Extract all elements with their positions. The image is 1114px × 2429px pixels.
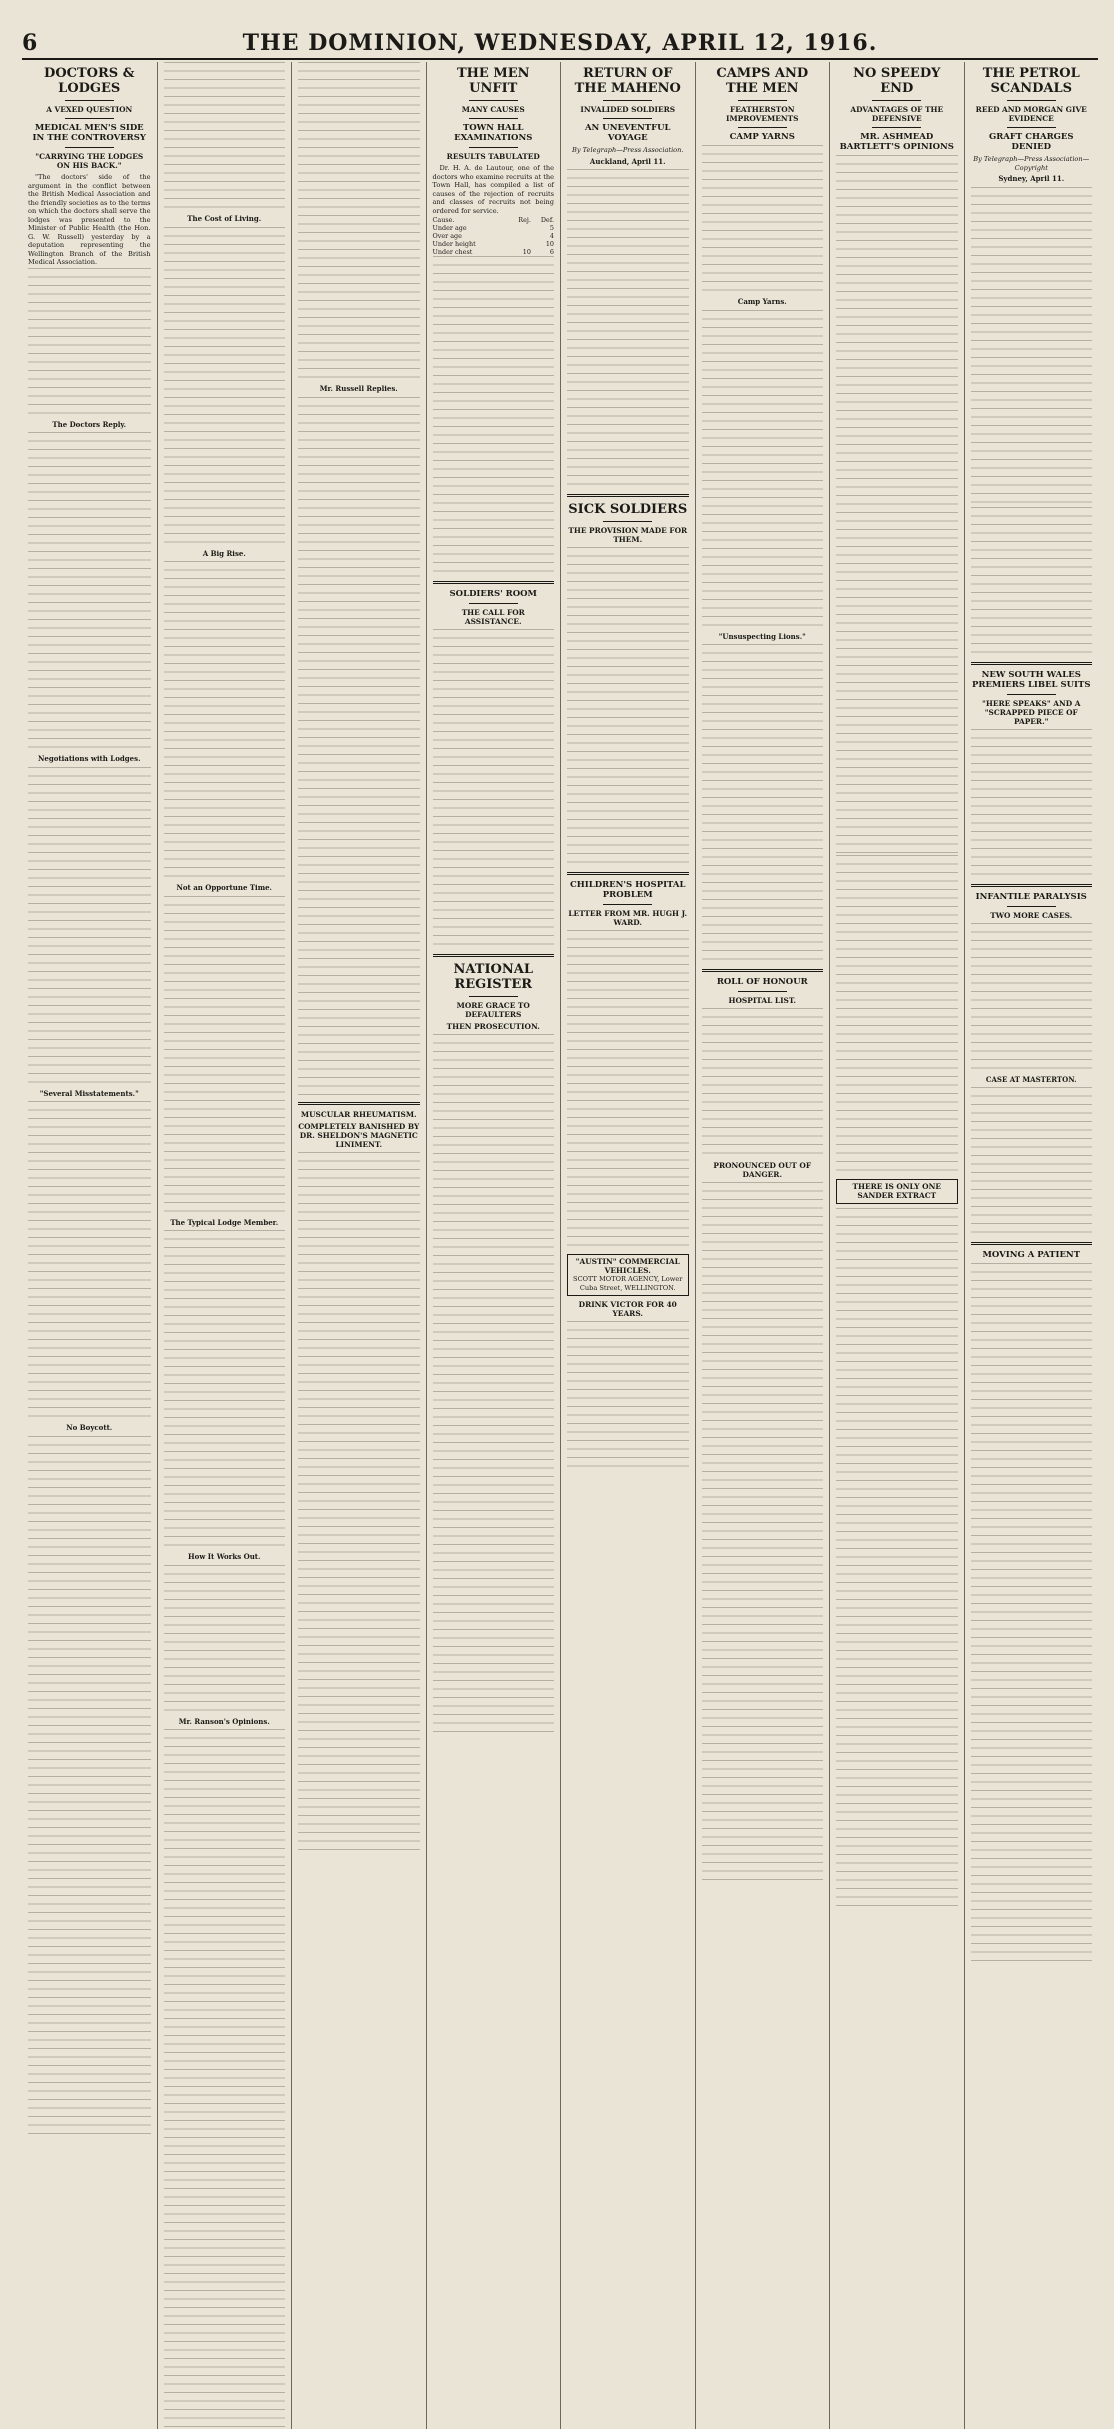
- headline-maheno: RETURN OF THE MAHENO: [574, 66, 681, 96]
- sander-ad-title: THERE IS ONLY ONE: [852, 1182, 941, 1191]
- body-text: [971, 923, 1093, 1073]
- body-text: [567, 1321, 689, 1471]
- deck-invalided: INVALIDED SOLDIERS: [580, 105, 676, 114]
- body-text: [164, 62, 286, 212]
- body-text: [28, 767, 151, 1087]
- subhead-negotiations: Negotiations with Lodges.: [37, 754, 141, 763]
- lead-paragraph: "The doctors' side of the argument in the conflict between the British Medical Association and the friendly societies as to the terms on which the doctors shall serve the lodges was presented to the Minister of Public Health (the Hon. G. W. Russell) yesterday by a deputation representing the Wellington Branch of the British Medical Association.: [28, 173, 151, 266]
- table-header-cell: Rej.: [518, 216, 531, 224]
- dateline: Sydney, April 11.: [998, 174, 1065, 183]
- subhead-not-opportune: Not an Opportune Time.: [176, 883, 272, 892]
- section-nsw-premiers: NEW SOUTH WALES PREMIERS LIBEL SUITS: [971, 669, 1091, 690]
- table-row: [433, 240, 555, 248]
- table-row: [433, 224, 555, 232]
- column-5: [560, 62, 695, 2429]
- deck-provision: THE PROVISION MADE FOR THEM.: [568, 526, 688, 544]
- deck-featherston: FEATHERSTON IMPROVEMENTS: [726, 105, 799, 123]
- subhead-misstatements: "Several Misstatements.": [39, 1088, 139, 1098]
- table-cell: [509, 224, 531, 232]
- deck-vexed-question: A VEXED QUESTION: [46, 105, 133, 114]
- body-text: [298, 62, 420, 382]
- body-text: [164, 1565, 286, 1715]
- masthead: [22, 30, 1098, 60]
- deck-call-for-assistance: THE CALL FOR ASSISTANCE.: [461, 608, 525, 626]
- article-columns: [22, 62, 1098, 1726]
- table-cell: [509, 240, 531, 248]
- subhead-russell-replies: Mr. Russell Replies.: [319, 384, 398, 393]
- section-national-register: NATIONAL REGISTER: [453, 962, 533, 992]
- deck-camp-yarns: CAMP YARNS: [729, 132, 795, 142]
- body-text: [836, 155, 958, 855]
- body-text: [567, 169, 689, 489]
- sander-advert: [836, 1179, 958, 1204]
- deck-many-causes: MANY CAUSES: [461, 105, 525, 114]
- headline-petrol-scandals: THE PETROL SCANDALS: [982, 66, 1080, 96]
- paper-title: THE DOMINION, WEDNESDAY, APRIL 12, 1916.: [242, 30, 878, 56]
- headline-doctors-lodges: DOCTORS & LODGES: [44, 66, 135, 96]
- column-7: [829, 62, 964, 2429]
- victor-ad: DRINK VICTOR FOR 40 YEARS.: [578, 1300, 677, 1318]
- section-sick-soldiers: SICK SOLDIERS: [568, 502, 688, 517]
- deck-town-hall: TOWN HALL EXAMINATIONS: [454, 123, 533, 143]
- ad-rheumatism-deck: COMPLETELY BANISHED BY DR. SHELDON'S MAGNETIC LINIMENT.: [298, 1121, 420, 1149]
- deck-ward-letter: LETTER FROM MR. HUGH J. WARD.: [568, 909, 688, 927]
- body-text: [298, 397, 420, 1097]
- subhead-masterton: CASE AT MASTERTON.: [985, 1074, 1077, 1084]
- austin-ad-title: "AUSTIN" COMMERCIAL VEHICLES.: [575, 1257, 680, 1275]
- austin-advert: [567, 1254, 689, 1296]
- byline: By Telegraph—Press Association—Copyright: [973, 155, 1090, 172]
- body-text: [164, 896, 286, 1216]
- table-header-row: [433, 216, 555, 224]
- ad-muscular-rheumatism: MUSCULAR RHEUMATISM.: [300, 1109, 417, 1119]
- deck-more-grace: MORE GRACE TO DEFAULTERS: [456, 1001, 530, 1019]
- deck-bartlett: MR. ASHMEAD BARTLETT'S OPINIONS: [839, 132, 954, 152]
- table-cell: Over age: [432, 232, 462, 240]
- austin-ad-text: SCOTT MOTOR AGENCY, Lower Cuba Street, WELLINGTON.: [573, 1275, 683, 1292]
- table-row: [433, 232, 555, 240]
- subhead-no-boycott: No Boycott.: [66, 1423, 113, 1432]
- column-1: [22, 62, 157, 2429]
- table-cell: Under age: [432, 224, 467, 232]
- subhead-how-it-works: How It Works Out.: [188, 1552, 261, 1561]
- body-text: [702, 644, 824, 964]
- body-text: [971, 507, 1093, 657]
- body-text: [702, 310, 824, 630]
- table-body: [433, 256, 555, 576]
- deck-graft-charges: GRAFT CHARGES DENIED: [988, 132, 1074, 152]
- column-8: [964, 62, 1099, 2429]
- table-cell: Under height: [432, 240, 476, 248]
- section-moving-patient: MOVING A PATIENT: [982, 1250, 1081, 1260]
- body-text: [164, 561, 286, 881]
- deck-hospital-list: HOSPITAL LIST.: [728, 996, 796, 1005]
- subhead-camp-yarns: Camp Yarns.: [737, 297, 787, 306]
- column-6: [695, 62, 830, 2429]
- table-cell: 10: [522, 248, 531, 256]
- dateline: Auckland, April 11.: [589, 156, 666, 166]
- table-cell: 10: [545, 240, 554, 248]
- body-text: [28, 1436, 151, 2136]
- body-text: [28, 268, 151, 418]
- lead-paragraph: Dr. H. A. de Lautour, one of the doctors who examine recruits at the Town Hall, has compiled a list of causes of the rejection of recruits and classes of recruits not being ordered for service.: [432, 164, 554, 215]
- deck-out-of-danger: PRONOUNCED OUT OF DANGER.: [713, 1161, 812, 1179]
- section-soldiers-room: SOLDIERS' ROOM: [449, 589, 537, 599]
- deck-two-more-cases: TWO MORE CASES.: [990, 910, 1073, 920]
- page-number: 6: [22, 30, 38, 56]
- subhead-big-rise: A Big Rise.: [202, 548, 246, 558]
- causes-table: [433, 216, 555, 256]
- subhead-typical-member: The Typical Lodge Member.: [170, 1217, 279, 1227]
- deck-scrapped-paper: "HERE SPEAKS" AND A "SCRAPPED PIECE OF PAPER.": [982, 698, 1081, 726]
- body-text: [702, 1008, 824, 1158]
- column-3: [291, 62, 426, 2429]
- column-2: [157, 62, 292, 2429]
- ad-text: [298, 1152, 420, 1852]
- body-text: [836, 1208, 958, 1908]
- body-text: [164, 1230, 286, 1550]
- table-cell: 4: [549, 232, 554, 240]
- deck-medical-men: MEDICAL MEN'S SIDE IN THE CONTROVERSY: [32, 123, 146, 143]
- body-text: [164, 227, 286, 547]
- body-text: [28, 432, 151, 752]
- deck-prosecution: THEN PROSECUTION.: [446, 1022, 540, 1031]
- table-cell: [509, 232, 531, 240]
- subhead-lions: "Unsuspecting Lions.": [718, 631, 806, 641]
- deck-defensive: ADVANTAGES OF THE DEFENSIVE: [850, 105, 944, 123]
- deck-reed-morgan: REED AND MORGAN GIVE EVIDENCE: [975, 105, 1087, 123]
- body-text: [971, 187, 1093, 507]
- body-text: [567, 547, 689, 867]
- headline-no-speedy-end: NO SPEEDY END: [853, 66, 941, 96]
- subhead-ranson: Mr. Ranson's Opinions.: [178, 1716, 270, 1726]
- section-roll-of-honour: ROLL OF HONOUR: [716, 977, 808, 987]
- table-header-cell: Def.: [540, 216, 554, 224]
- body-text: [702, 1182, 824, 1882]
- body-text: [164, 1729, 286, 2429]
- body-text: [433, 1034, 555, 1734]
- body-text: [971, 729, 1093, 879]
- headline-men-unfit: THE MEN UNFIT: [456, 66, 530, 96]
- table-row: [433, 248, 555, 256]
- body-text: [567, 930, 689, 1250]
- table-cell: Under chest: [432, 248, 473, 256]
- sander-ad-text: SANDER EXTRACT: [857, 1190, 937, 1200]
- section-childrens-hospital: CHILDREN'S HOSPITAL PROBLEM: [569, 880, 686, 900]
- body-text: [702, 145, 824, 295]
- table-cell: 6: [549, 248, 554, 256]
- body-text: [836, 855, 958, 1175]
- body-text: [971, 1263, 1093, 1963]
- byline: By Telegraph—Press Association.: [572, 146, 684, 154]
- deck-results: RESULTS TABULATED: [446, 152, 540, 161]
- headline-camps: CAMPS AND THE MEN: [716, 66, 809, 96]
- subhead-cost-of-living: The Cost of Living.: [187, 214, 262, 223]
- deck-carrying-lodges: "CARRYING THE LODGES ON HIS BACK.": [35, 152, 144, 170]
- deck-uneventful: AN UNEVENTFUL VOYAGE: [584, 123, 671, 143]
- section-infantile-paralysis: INFANTILE PARALYSIS: [975, 891, 1087, 902]
- column-4: [426, 62, 561, 2429]
- subhead-doctors-reply: The Doctors Reply.: [52, 419, 127, 429]
- table-header-cell: Cause.: [432, 216, 455, 224]
- body-text: [433, 629, 555, 949]
- body-text: [28, 1101, 151, 1421]
- body-text: [971, 1087, 1093, 1237]
- table-cell: 5: [549, 224, 554, 232]
